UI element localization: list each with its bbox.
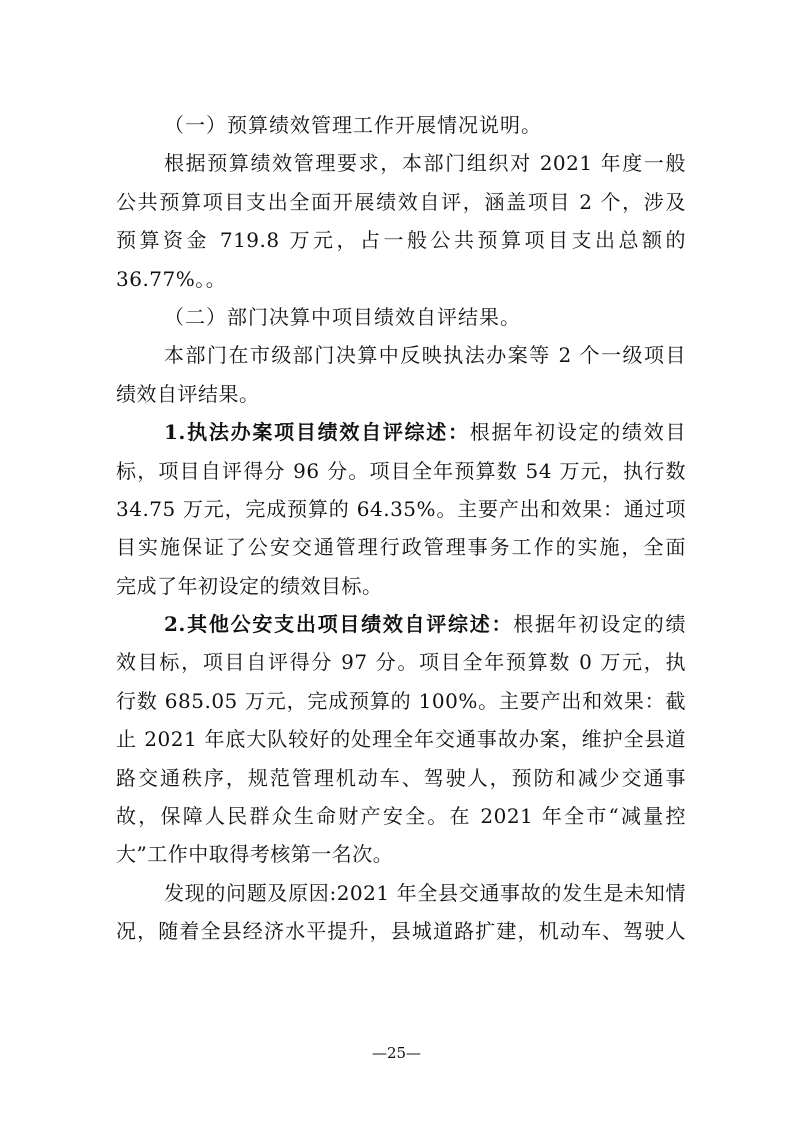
paragraph-line: 36.77%。。 xyxy=(116,266,227,291)
paragraph-line: 发现的问题及原因:2021 年全县交通事故的发生是未知情 xyxy=(164,880,686,905)
paragraph-line: 本部门在市级部门决算中反映执法办案等 2 个一级项目 xyxy=(164,343,686,368)
paragraph-line: 绩效自评结果。 xyxy=(116,381,260,406)
paragraph-line: 公共预算项目支出全面开展绩效自评，涵盖项目 2 个，涉及 xyxy=(116,189,686,214)
item-1-first-line xyxy=(116,413,686,451)
section-heading-1: （一）预算绩效管理工作开展情况说明。 xyxy=(164,113,542,137)
paragraph-line: 况，随着全县经济水平提升，县城道路扩建，机动车、驾驶人 xyxy=(116,919,686,944)
paragraph-line: 预算资金 719.8 万元，占一般公共预算项目支出总额的 xyxy=(116,228,686,253)
body-text xyxy=(116,106,686,951)
item-1-lead: 1.执法办案项目绩效自评综述： xyxy=(164,420,470,445)
item-1-rest: 根据年初设定的绩效目 xyxy=(469,420,686,445)
section-heading-2: （二）部门决算中项目绩效自评结果。 xyxy=(164,304,521,329)
paragraph-line: 完成了年初设定的绩效目标。 xyxy=(116,573,383,598)
paragraph-line: 止 2021 年底大队较好的处理全年交通事故办案，维护全县道 xyxy=(116,727,686,752)
paragraph-line: 根据预算绩效管理要求，本部门组织对 2021 年度一般 xyxy=(164,151,686,176)
item-2-lead: 2.其他公安支出项目绩效自评综述： xyxy=(164,612,514,637)
paragraph-line: 行数 685.05 万元，完成预算的 100%。主要产出和效果：截 xyxy=(116,688,686,713)
paragraph-line: 34.75 万元，完成预算的 64.35%。主要产出和效果：通过项 xyxy=(116,496,686,521)
page-number: —25— xyxy=(371,1044,422,1062)
paragraph-line: 目实施保证了公安交通管理行政管理事务工作的实施，全面 xyxy=(116,535,686,560)
item-2-rest: 根据年初设定的绩 xyxy=(513,612,686,637)
item-2-first-line xyxy=(116,605,686,643)
paragraph-line: 效目标，项目自评得分 97 分。项目全年预算数 0 万元，执 xyxy=(116,650,686,675)
paragraph-line: 故，保障人民群众生命财产安全。在 2021 年全市“减量控 xyxy=(116,804,686,829)
paragraph-line: 路交通秩序，规范管理机动车、驾驶人，预防和减少交通事 xyxy=(116,765,686,790)
paragraph-line: 标，项目自评得分 96 分。项目全年预算数 54 万元，执行数 xyxy=(116,458,686,483)
paragraph-line: 大”工作中取得考核第一名次。 xyxy=(116,842,394,867)
